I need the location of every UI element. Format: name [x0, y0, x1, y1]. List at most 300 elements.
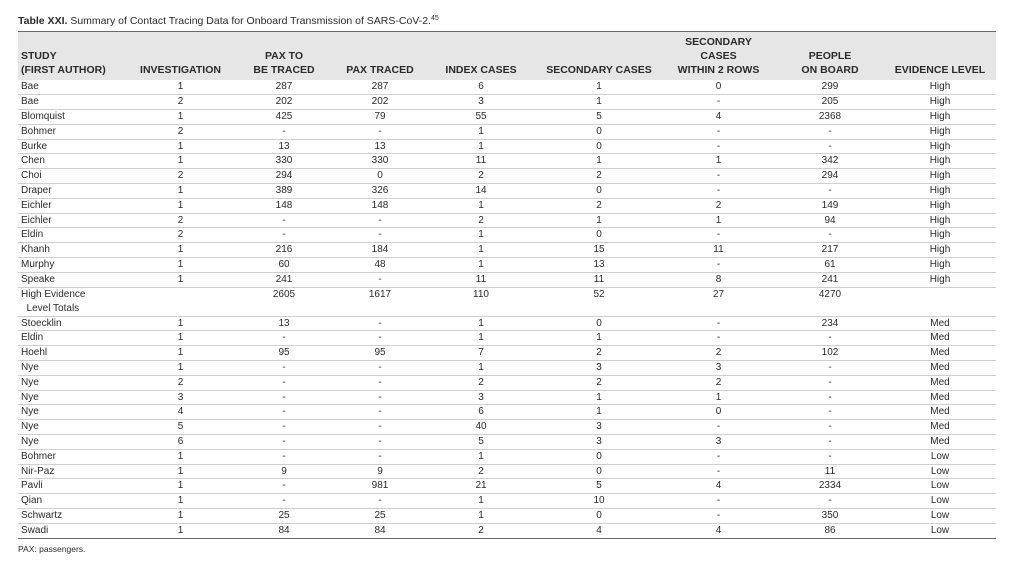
- cell-study: Bae: [21, 81, 39, 93]
- cell-study: Eldin: [21, 229, 44, 241]
- cell-secondary-cases: 2: [596, 199, 602, 211]
- header-secondary-cases: SECONDARY CASES: [537, 32, 661, 81]
- cell-pax-to-be-traced: -: [282, 406, 286, 418]
- cell-people-on-board: -: [828, 435, 832, 447]
- cell-people-on-board: 4270: [818, 288, 842, 300]
- cell-index-cases: 1: [478, 140, 484, 152]
- cell-pax-traced: -: [378, 214, 382, 226]
- cell-investigation: 1: [177, 81, 184, 93]
- cell-study: Choi: [21, 170, 42, 182]
- cell-secondary-within-2-rows: -: [716, 229, 721, 241]
- table-row: [18, 523, 996, 538]
- cell-people-on-board: 2334: [818, 480, 842, 492]
- cell-evidence-level: High: [929, 273, 951, 285]
- cell-investigation: 1: [177, 140, 184, 152]
- cell-evidence-level: High: [929, 214, 951, 226]
- cell-secondary-within-2-rows: 1: [715, 391, 722, 403]
- cell-pax-traced: 202: [371, 96, 389, 108]
- cell-study: Murphy: [21, 258, 55, 270]
- cell-evidence-level: High: [929, 96, 951, 108]
- cell-people-on-board: -: [828, 450, 832, 462]
- cell-secondary-cases: 11: [593, 273, 605, 285]
- cell-pax-to-be-traced: -: [282, 361, 286, 373]
- cell-secondary-within-2-rows: 11: [713, 244, 724, 256]
- cell-secondary-within-2-rows: -: [716, 495, 721, 507]
- cell-secondary-cases: 4: [596, 524, 602, 536]
- caption-text: Summary of Contact Tracing Data for Onboard Transmission of SARS-CoV-2.: [70, 15, 431, 27]
- cell-study: High Evidence Level Totals: [21, 288, 86, 314]
- cell-people-on-board: 241: [821, 273, 839, 285]
- cell-secondary-within-2-rows: -: [716, 465, 721, 477]
- table-label: Table XXI.: [18, 15, 68, 27]
- cell-people-on-board: 86: [824, 524, 836, 536]
- cell-pax-to-be-traced: 9: [281, 465, 287, 477]
- cell-index-cases: 7: [478, 347, 484, 359]
- cell-study: Stoecklin: [21, 317, 62, 329]
- cell-pax-traced: 95: [374, 347, 386, 359]
- cell-pax-to-be-traced: -: [282, 125, 286, 137]
- cell-evidence-level: High: [929, 110, 951, 122]
- cell-secondary-cases: 15: [593, 244, 605, 256]
- cell-secondary-within-2-rows: -: [716, 450, 721, 462]
- cell-study: Bohmer: [21, 125, 57, 137]
- cell-secondary-within-2-rows: 1: [715, 155, 722, 167]
- cell-evidence-level: Med: [930, 347, 950, 359]
- cell-index-cases: 1: [478, 509, 484, 521]
- cell-investigation: 1: [177, 258, 184, 270]
- cell-pax-traced: -: [378, 125, 382, 137]
- cell-people-on-board: -: [828, 361, 832, 373]
- cell-secondary-cases: 1: [596, 96, 602, 108]
- cell-people-on-board: -: [828, 495, 832, 507]
- cell-investigation: 1: [177, 273, 184, 285]
- cell-pax-to-be-traced: -: [282, 495, 286, 507]
- cell-secondary-cases: 3: [596, 421, 602, 433]
- cell-people-on-board: -: [828, 125, 832, 137]
- table-footnote: PAX: passengers.: [18, 543, 86, 554]
- cell-pax-traced: -: [378, 391, 382, 403]
- cell-study: Schwartz: [21, 509, 63, 521]
- cell-evidence-level: Low: [930, 495, 950, 507]
- cell-secondary-cases: 13: [593, 258, 605, 270]
- cell-index-cases: 1: [478, 495, 484, 507]
- table-row: [18, 375, 996, 390]
- header-secondary-within-2-rows: SECONDARY CASES WITHIN 2 ROWS: [661, 32, 776, 81]
- cell-index-cases: 1: [478, 199, 484, 211]
- cell-pax-traced: 13: [374, 140, 386, 152]
- cell-index-cases: 3: [478, 96, 484, 108]
- cell-secondary-within-2-rows: -: [716, 170, 721, 182]
- cell-investigation: 3: [177, 391, 184, 403]
- cell-people-on-board: -: [828, 332, 832, 344]
- table-row: [18, 316, 996, 331]
- cell-evidence-level: Low: [930, 480, 950, 492]
- table-row: [18, 479, 996, 494]
- cell-pax-traced: 79: [374, 110, 386, 122]
- cell-secondary-cases: 2: [596, 347, 602, 359]
- table-figure: [18, 14, 996, 554]
- cell-pax-to-be-traced: 84: [278, 524, 290, 536]
- cell-people-on-board: 217: [821, 244, 839, 256]
- cell-pax-traced: -: [378, 495, 382, 507]
- header-investigation: INVESTIGATION: [128, 32, 233, 81]
- cell-people-on-board: 234: [821, 317, 839, 329]
- cell-secondary-within-2-rows: 2: [715, 376, 722, 388]
- cell-investigation: 4: [177, 406, 184, 418]
- cell-secondary-within-2-rows: 2: [715, 199, 722, 211]
- cell-pax-traced: 184: [371, 244, 389, 256]
- cell-people-on-board: -: [828, 376, 832, 388]
- cell-investigation: 1: [177, 361, 184, 373]
- cell-investigation: 1: [177, 244, 184, 256]
- cell-pax-to-be-traced: 241: [275, 273, 293, 285]
- cell-secondary-cases: 0: [596, 509, 602, 521]
- cell-investigation: 1: [177, 155, 184, 167]
- cell-pax-to-be-traced: 13: [278, 317, 290, 329]
- cell-study: Eichler: [21, 214, 52, 226]
- cell-people-on-board: 149: [821, 199, 839, 211]
- cell-study: Bohmer: [21, 450, 57, 462]
- cell-investigation: 1: [177, 524, 184, 536]
- cell-investigation: 1: [177, 184, 184, 196]
- cell-index-cases: 11: [475, 273, 487, 285]
- cell-pax-traced: -: [378, 376, 382, 388]
- cell-pax-to-be-traced: 425: [275, 110, 293, 122]
- cell-investigation: 2: [177, 376, 184, 388]
- cell-pax-to-be-traced: 294: [275, 170, 293, 182]
- cell-secondary-within-2-rows: 4: [715, 524, 722, 536]
- cell-pax-traced: 25: [374, 509, 386, 521]
- cell-pax-to-be-traced: 60: [278, 258, 290, 270]
- cell-people-on-board: 294: [821, 170, 839, 182]
- cell-investigation: 6: [177, 435, 184, 447]
- cell-people-on-board: 205: [821, 96, 839, 108]
- cell-study: Nye: [21, 376, 39, 388]
- cell-pax-to-be-traced: -: [282, 480, 286, 492]
- cell-investigation: [128, 287, 233, 316]
- cell-pax-traced: -: [378, 450, 382, 462]
- cell-index-cases: 14: [475, 184, 487, 196]
- cell-evidence-level: Med: [930, 406, 950, 418]
- table-row: [18, 198, 996, 213]
- cell-secondary-cases: 5: [596, 110, 602, 122]
- table-caption: [18, 14, 996, 31]
- cell-secondary-cases: 3: [596, 435, 602, 447]
- cell-pax-traced: 9: [377, 465, 383, 477]
- cell-index-cases: 1: [478, 361, 484, 373]
- cell-index-cases: 40: [475, 421, 487, 433]
- cell-investigation: 2: [177, 96, 184, 108]
- cell-index-cases: 1: [478, 125, 484, 137]
- cell-investigation: 5: [177, 421, 184, 433]
- header-row: [18, 32, 996, 81]
- cell-secondary-cases: 1: [596, 406, 602, 418]
- table-row: [18, 95, 996, 110]
- cell-people-on-board: -: [828, 421, 832, 433]
- cell-index-cases: 1: [478, 450, 484, 462]
- cell-pax-traced: -: [378, 361, 382, 373]
- cell-people-on-board: 94: [824, 214, 836, 226]
- cell-evidence-level: High: [929, 184, 951, 196]
- cell-index-cases: 1: [478, 258, 484, 270]
- cell-study: Nye: [21, 435, 39, 447]
- cell-study: Nye: [21, 406, 39, 418]
- cell-pax-to-be-traced: -: [282, 376, 286, 388]
- cell-secondary-within-2-rows: 0: [715, 406, 722, 418]
- cell-pax-to-be-traced: 202: [275, 96, 293, 108]
- cell-pax-traced: -: [378, 317, 382, 329]
- cell-secondary-cases: 0: [596, 465, 602, 477]
- cell-people-on-board: 2368: [818, 110, 842, 122]
- cell-evidence-level: Low: [930, 450, 950, 462]
- cell-secondary-cases: 1: [596, 155, 602, 167]
- cell-index-cases: 1: [478, 317, 484, 329]
- cell-index-cases: 55: [475, 110, 487, 122]
- cell-secondary-within-2-rows: 0: [715, 81, 722, 93]
- cell-investigation: 1: [177, 110, 184, 122]
- cell-secondary-within-2-rows: -: [716, 96, 721, 108]
- cell-investigation: 2: [177, 170, 184, 182]
- cell-investigation: 1: [177, 465, 184, 477]
- cell-study: Swadi: [21, 524, 49, 536]
- cell-study: Burke: [21, 140, 48, 152]
- cell-pax-to-be-traced: -: [282, 229, 286, 241]
- cell-investigation: 2: [177, 214, 184, 226]
- cell-pax-to-be-traced: -: [282, 421, 286, 433]
- cell-study: Bae: [21, 96, 39, 108]
- cell-secondary-cases: 0: [596, 140, 602, 152]
- cell-secondary-within-2-rows: 8: [715, 273, 722, 285]
- cell-secondary-within-2-rows: -: [716, 140, 721, 152]
- cell-secondary-cases: 10: [593, 495, 605, 507]
- cell-pax-traced: 330: [371, 155, 389, 167]
- cell-pax-traced: 326: [371, 184, 389, 196]
- contact-tracing-table: [18, 31, 996, 539]
- cell-evidence-level: Med: [930, 421, 950, 433]
- cell-study: Chen: [21, 155, 45, 167]
- cell-secondary-cases: 2: [596, 376, 602, 388]
- cell-pax-traced: -: [378, 229, 382, 241]
- cell-secondary-cases: 1: [596, 391, 602, 403]
- cell-study: Nir-Paz: [21, 465, 55, 477]
- cell-index-cases: 2: [478, 376, 484, 388]
- cell-evidence-level: [884, 287, 996, 316]
- caption-reference: 45: [430, 15, 439, 22]
- cell-secondary-cases: 0: [596, 229, 602, 241]
- header-study: STUDY (FIRST AUTHOR): [18, 32, 128, 81]
- table-row: [18, 213, 996, 228]
- cell-pax-traced: -: [378, 435, 382, 447]
- table-row: [18, 464, 996, 479]
- cell-secondary-cases: 0: [596, 317, 602, 329]
- cell-index-cases: 1: [478, 229, 484, 241]
- table-row: [18, 109, 996, 124]
- cell-pax-to-be-traced: 2605: [272, 288, 296, 300]
- cell-evidence-level: Med: [930, 361, 950, 373]
- table-row: [18, 287, 996, 316]
- cell-study: Qian: [21, 495, 43, 507]
- cell-investigation: 1: [177, 199, 184, 211]
- cell-study: Khanh: [21, 244, 50, 256]
- cell-evidence-level: Low: [930, 509, 950, 521]
- cell-people-on-board: 299: [821, 81, 839, 93]
- cell-pax-to-be-traced: 389: [275, 184, 293, 196]
- cell-evidence-level: High: [929, 155, 951, 167]
- cell-pax-to-be-traced: -: [282, 391, 286, 403]
- cell-study: Pavli: [21, 480, 43, 492]
- cell-secondary-within-2-rows: 3: [715, 435, 722, 447]
- table-row: [18, 449, 996, 464]
- cell-pax-traced: -: [378, 421, 382, 433]
- cell-people-on-board: -: [828, 184, 832, 196]
- cell-secondary-within-2-rows: -: [716, 184, 721, 196]
- cell-study: Speake: [21, 273, 55, 285]
- table-row: [18, 434, 996, 449]
- cell-secondary-cases: 1: [596, 214, 602, 226]
- cell-index-cases: 2: [478, 214, 484, 226]
- cell-secondary-within-2-rows: 1: [715, 214, 722, 226]
- cell-evidence-level: Low: [930, 465, 950, 477]
- cell-index-cases: 1: [478, 244, 484, 256]
- cell-pax-traced: 981: [371, 480, 389, 492]
- cell-evidence-level: Med: [930, 332, 950, 344]
- cell-pax-traced: -: [378, 273, 382, 285]
- cell-evidence-level: High: [929, 229, 951, 241]
- cell-investigation: 2: [177, 125, 184, 137]
- cell-pax-traced: 84: [374, 524, 386, 536]
- header-pax-to-be-traced: PAX TO BE TRACED: [233, 32, 335, 81]
- table-row: [18, 139, 996, 154]
- cell-investigation: 1: [177, 450, 184, 462]
- cell-people-on-board: 350: [821, 509, 839, 521]
- table-row: [18, 508, 996, 523]
- cell-study: Eldin: [21, 332, 44, 344]
- table-row: [18, 169, 996, 184]
- cell-evidence-level: High: [929, 140, 951, 152]
- cell-secondary-within-2-rows: 4: [715, 110, 722, 122]
- cell-people-on-board: -: [828, 391, 832, 403]
- cell-study: Blomquist: [21, 110, 65, 122]
- header-people-on-board: PEOPLE ON BOARD: [776, 32, 884, 81]
- cell-pax-traced: -: [378, 406, 382, 418]
- cell-secondary-cases: 0: [596, 450, 602, 462]
- cell-secondary-within-2-rows: -: [716, 421, 721, 433]
- cell-study: Nye: [21, 421, 39, 433]
- table-row: [18, 228, 996, 243]
- table-row: [18, 124, 996, 139]
- cell-index-cases: 2: [478, 170, 484, 182]
- cell-evidence-level: Med: [930, 435, 950, 447]
- cell-secondary-cases: 0: [596, 125, 602, 137]
- cell-secondary-within-2-rows: -: [716, 258, 721, 270]
- cell-pax-to-be-traced: 13: [278, 140, 290, 152]
- cell-investigation: 1: [177, 509, 184, 521]
- cell-secondary-within-2-rows: 2: [715, 347, 722, 359]
- table-row: [18, 80, 996, 95]
- cell-secondary-within-2-rows: -: [716, 317, 721, 329]
- cell-secondary-within-2-rows: 27: [712, 288, 725, 300]
- table-row: [18, 360, 996, 375]
- cell-secondary-within-2-rows: -: [716, 125, 721, 137]
- cell-pax-traced: 48: [374, 258, 386, 270]
- table-row: [18, 494, 996, 509]
- cell-pax-to-be-traced: 216: [275, 244, 293, 256]
- cell-index-cases: 5: [478, 435, 484, 447]
- cell-pax-to-be-traced: -: [282, 450, 286, 462]
- cell-investigation: 1: [177, 347, 184, 359]
- table-row: [18, 420, 996, 435]
- cell-study: Nye: [21, 361, 39, 373]
- cell-pax-to-be-traced: -: [282, 214, 286, 226]
- cell-secondary-within-2-rows: 4: [715, 480, 722, 492]
- cell-pax-to-be-traced: -: [282, 332, 286, 344]
- table-row: [18, 331, 996, 346]
- header-evidence-level: EVIDENCE LEVEL: [884, 32, 996, 81]
- cell-people-on-board: -: [828, 406, 832, 418]
- header-pax-traced: PAX TRACED: [335, 32, 425, 81]
- cell-pax-traced: 148: [371, 199, 389, 211]
- cell-secondary-within-2-rows: -: [716, 332, 721, 344]
- cell-evidence-level: Low: [930, 524, 950, 536]
- table-row: [18, 243, 996, 258]
- cell-pax-traced: -: [378, 332, 382, 344]
- cell-evidence-level: Med: [930, 391, 950, 403]
- cell-secondary-cases: 1: [596, 332, 602, 344]
- cell-pax-to-be-traced: -: [282, 435, 286, 447]
- cell-pax-to-be-traced: 148: [275, 199, 293, 211]
- cell-people-on-board: 102: [821, 347, 839, 359]
- cell-pax-traced: 0: [377, 170, 383, 182]
- cell-investigation: 2: [177, 229, 184, 241]
- table-row: [18, 183, 996, 198]
- table-row: [18, 390, 996, 405]
- cell-secondary-cases: 2: [596, 170, 602, 182]
- cell-people-on-board: -: [828, 229, 832, 241]
- cell-index-cases: 6: [478, 81, 484, 93]
- cell-index-cases: 110: [473, 288, 489, 300]
- cell-investigation: 1: [177, 317, 184, 329]
- cell-secondary-cases: 52: [593, 288, 605, 300]
- cell-pax-to-be-traced: 287: [275, 81, 293, 93]
- cell-study: Eichler: [21, 199, 52, 211]
- cell-secondary-within-2-rows: -: [716, 509, 721, 521]
- cell-investigation: 1: [177, 332, 184, 344]
- table-row: [18, 257, 996, 272]
- cell-pax-to-be-traced: 330: [275, 155, 293, 167]
- cell-index-cases: 2: [478, 465, 484, 477]
- cell-evidence-level: Med: [930, 376, 950, 388]
- cell-secondary-within-2-rows: 3: [715, 361, 722, 373]
- cell-index-cases: 1: [478, 332, 484, 344]
- cell-index-cases: 6: [478, 406, 484, 418]
- cell-evidence-level: High: [929, 81, 951, 93]
- table-row: [18, 405, 996, 420]
- cell-pax-traced: 1617: [368, 288, 392, 300]
- cell-people-on-board: -: [828, 140, 832, 152]
- table-body: [18, 80, 996, 538]
- table-row: [18, 154, 996, 169]
- cell-investigation: 1: [177, 495, 184, 507]
- cell-secondary-cases: 3: [596, 361, 602, 373]
- cell-people-on-board: 342: [821, 155, 839, 167]
- cell-evidence-level: High: [929, 258, 951, 270]
- table-row: [18, 346, 996, 361]
- cell-evidence-level: High: [929, 244, 951, 256]
- cell-study: Hoehl: [21, 347, 48, 359]
- cell-evidence-level: High: [929, 170, 951, 182]
- cell-evidence-level: Med: [930, 317, 950, 329]
- cell-index-cases: 2: [478, 524, 484, 536]
